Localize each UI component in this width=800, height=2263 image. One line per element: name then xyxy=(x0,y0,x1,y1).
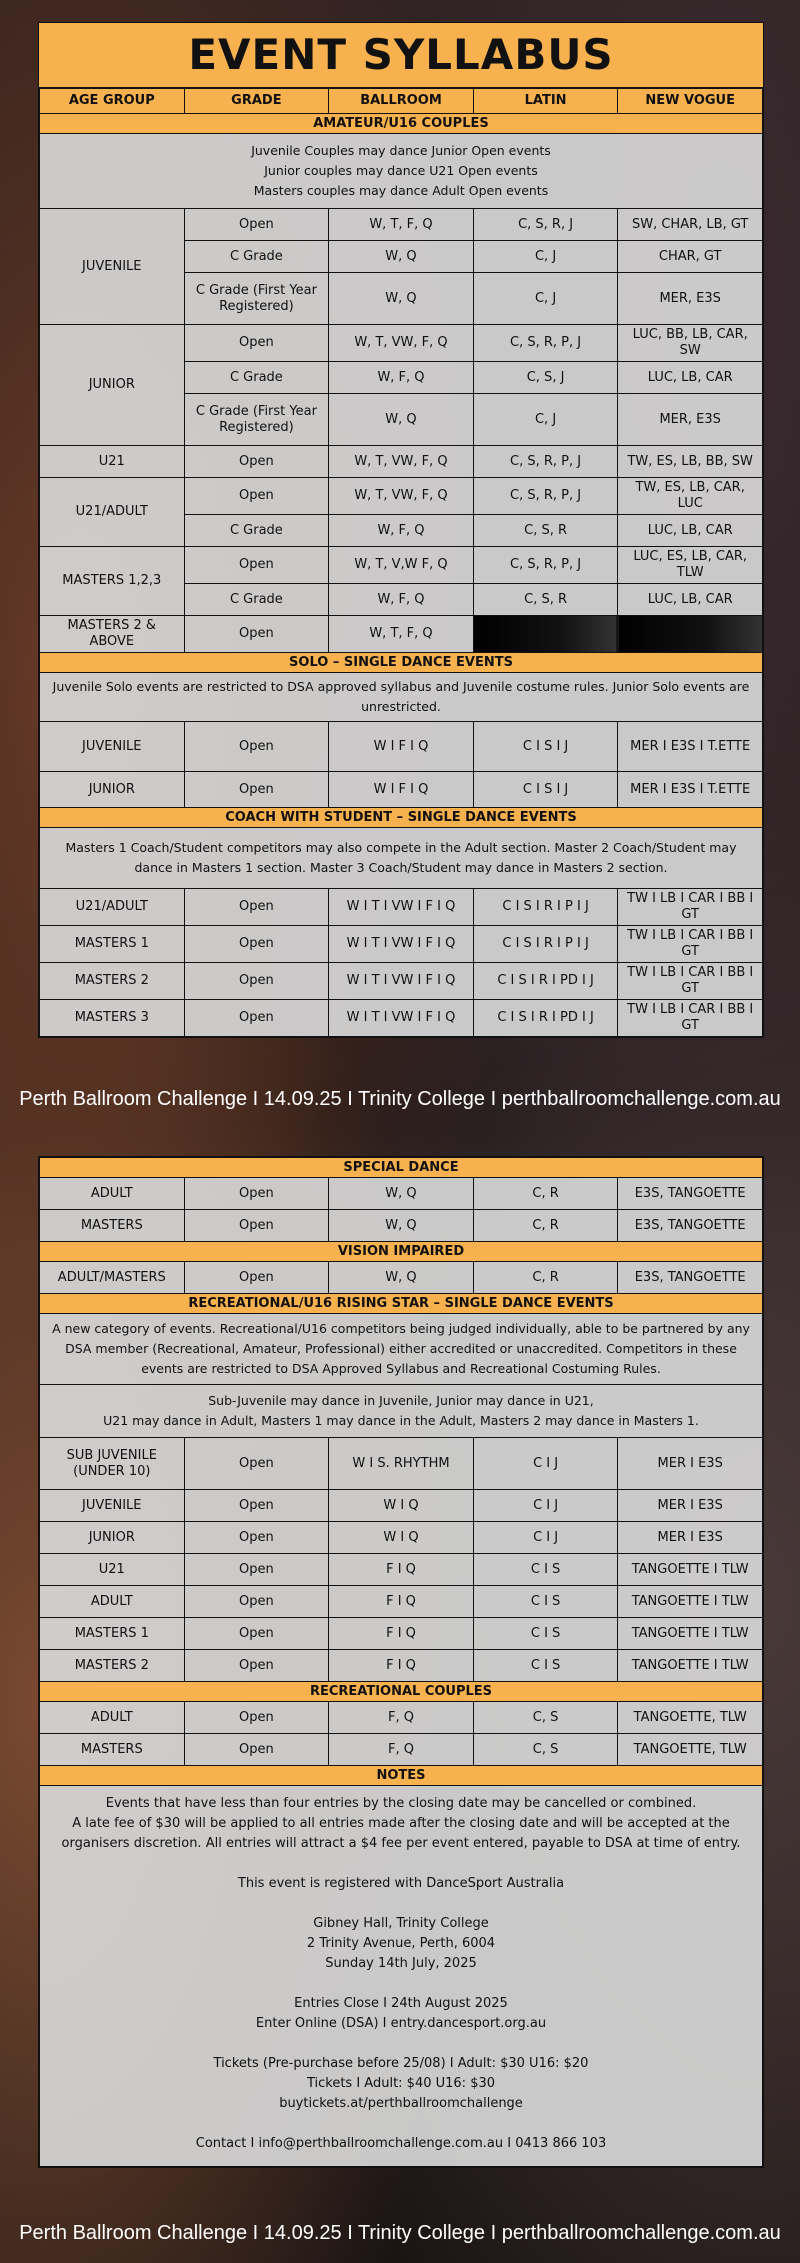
ballroom-cell: F, Q xyxy=(329,1734,474,1766)
notes-row xyxy=(40,1786,763,2167)
latin-cell: C, S, R, P, J xyxy=(473,446,618,478)
grade-cell: Open xyxy=(184,1210,329,1242)
age-group-cell: ADULT xyxy=(40,1178,185,1210)
section-heading xyxy=(40,653,763,673)
new-vogue-cell: E3S, TANGOETTE xyxy=(618,1210,763,1242)
grade-cell: Open xyxy=(184,1438,329,1490)
grade-cell: C Grade xyxy=(184,362,329,394)
amateur-note-line: Junior couples may dance U21 Open events xyxy=(264,163,538,178)
age-group-cell: JUVENILE xyxy=(40,209,185,325)
age-group-cell: JUNIOR xyxy=(40,772,185,808)
grade-cell: Open xyxy=(184,963,329,1000)
footer-text: Perth Ballroom Challenge I 14.09.25 I Trinity College I perthballroomchallenge.com.au xyxy=(19,2222,781,2244)
grade-cell: Open xyxy=(184,547,329,584)
age-group-cell: MASTERS 2 xyxy=(40,1650,185,1682)
latin-cell: C, S xyxy=(473,1734,618,1766)
new-vogue-cell: TW I LB I CAR I BB I GT xyxy=(618,1000,763,1037)
latin-cell: C, S, J xyxy=(473,362,618,394)
grade-cell: C Grade xyxy=(184,584,329,616)
grade-cell: Open xyxy=(184,1522,329,1554)
grade-cell: Open xyxy=(184,1554,329,1586)
ballroom-cell: W, F, Q xyxy=(329,362,474,394)
col-ballroom: BALLROOM xyxy=(329,89,474,114)
age-group-cell: U21/ADULT xyxy=(40,889,185,926)
latin-cell: C I S xyxy=(473,1586,618,1618)
table-row xyxy=(40,1650,763,1682)
table-row xyxy=(40,1522,763,1554)
grade-cell: Open xyxy=(184,1178,329,1210)
ballroom-cell: W, Q xyxy=(329,241,474,273)
special-heading: SPECIAL DANCE xyxy=(40,1158,763,1178)
age-group-cell: MASTERS 2 & ABOVE xyxy=(40,616,185,653)
latin-cell: C I S I J xyxy=(473,722,618,772)
rising-note-line: Sub-Juvenile may dance in Juvenile, Junior may dance in U21, xyxy=(208,1393,594,1408)
coach-note-row xyxy=(40,828,763,889)
table-row xyxy=(40,1734,763,1766)
ballroom-cell: W, T, V,W F, Q xyxy=(329,547,474,584)
latin-cell: C, S, R, J xyxy=(473,209,618,241)
page-title: EVENT SYLLABUS xyxy=(39,23,763,88)
rec-couples-heading: RECREATIONAL COUPLES xyxy=(40,1682,763,1702)
notes-body xyxy=(40,1786,763,2167)
ballroom-cell: W I F I Q xyxy=(329,772,474,808)
latin-cell: C I J xyxy=(473,1490,618,1522)
table-row xyxy=(40,1438,763,1490)
latin-cell: C, J xyxy=(473,394,618,446)
age-group-cell: SUB JUVENILE (UNDER 10) xyxy=(40,1438,185,1490)
address-line: 2 Trinity Avenue, Perth, 6004 xyxy=(306,1936,496,1951)
vision-heading: VISION IMPAIRED xyxy=(40,1242,763,1262)
grade-cell: Open xyxy=(184,616,329,653)
grade-cell: Open xyxy=(184,1586,329,1618)
notes-line: Events that have less than four entries by the closing date may be cancelled or combined. xyxy=(105,1796,697,1811)
section-heading xyxy=(40,808,763,828)
latin-cell: C, S, R, P, J xyxy=(473,478,618,515)
ballroom-cell: W, T, VW, F, Q xyxy=(329,325,474,362)
grade-cell: C Grade (First Year Registered) xyxy=(184,394,329,446)
new-vogue-cell: LUC, LB, CAR xyxy=(618,584,763,616)
notes-line: This event is registered with DanceSport Australia xyxy=(237,1876,565,1891)
latin-cell: C I S xyxy=(473,1650,618,1682)
section-heading xyxy=(40,1682,763,1702)
table-row xyxy=(40,1000,763,1037)
ballroom-cell: F I Q xyxy=(329,1618,474,1650)
table-row xyxy=(40,209,763,241)
new-vogue-cell: TW, ES, LB, CAR, LUC xyxy=(618,478,763,515)
syllabus-panel-2 xyxy=(38,1156,764,2168)
col-latin: LATIN xyxy=(473,89,618,114)
new-vogue-cell: MER, E3S xyxy=(618,394,763,446)
new-vogue-cell: E3S, TANGOETTE xyxy=(618,1262,763,1294)
syllabus-panel-1 xyxy=(38,22,764,1038)
grade-cell: Open xyxy=(184,1262,329,1294)
coach-note: Masters 1 Coach/Student competitors may also compete in the Adult section. Master 2 Coach/Student may dance in Masters 1 section. Master 3 Coach/Student may dance in Masters 2 section. xyxy=(40,828,763,889)
age-group-cell: MASTERS 1 xyxy=(40,926,185,963)
age-group-cell: MASTERS xyxy=(40,1734,185,1766)
new-vogue-cell: MER I E3S xyxy=(618,1522,763,1554)
table-row xyxy=(40,1554,763,1586)
syllabus-table-1 xyxy=(39,88,763,1037)
solo-heading: SOLO – SINGLE DANCE EVENTS xyxy=(40,653,763,673)
grade-cell: Open xyxy=(184,1618,329,1650)
latin-cell: C I J xyxy=(473,1438,618,1490)
ballroom-cell: W I F I Q xyxy=(329,722,474,772)
ballroom-cell: W, T, F, Q xyxy=(329,209,474,241)
grade-cell: C Grade (First Year Registered) xyxy=(184,273,329,325)
new-vogue-cell: TANGOETTE I TLW xyxy=(618,1618,763,1650)
ballroom-cell: W, Q xyxy=(329,394,474,446)
grade-cell: Open xyxy=(184,209,329,241)
new-vogue-cell: TANGOETTE I TLW xyxy=(618,1650,763,1682)
ballroom-cell: F, Q xyxy=(329,1702,474,1734)
age-group-cell: MASTERS xyxy=(40,1210,185,1242)
ballroom-cell: W, F, Q xyxy=(329,584,474,616)
age-group-cell: MASTERS 1 xyxy=(40,1618,185,1650)
latin-cell: C I J xyxy=(473,1522,618,1554)
table-row xyxy=(40,1618,763,1650)
new-vogue-cell: MER I E3S xyxy=(618,1490,763,1522)
new-vogue-cell: TANGOETTE I TLW xyxy=(618,1586,763,1618)
ballroom-cell: W I Q xyxy=(329,1490,474,1522)
age-group-cell: MASTERS 1,2,3 xyxy=(40,547,185,616)
latin-cell: C I S I R I PD I J xyxy=(473,1000,618,1037)
solo-note-row xyxy=(40,673,763,722)
coach-heading: COACH WITH STUDENT – SINGLE DANCE EVENTS xyxy=(40,808,763,828)
grade-cell: C Grade xyxy=(184,241,329,273)
table-row xyxy=(40,963,763,1000)
solo-note: Juvenile Solo events are restricted to DSA approved syllabus and Juvenile costume rules. Junior Solo events are unrestricted. xyxy=(40,673,763,722)
footer-text: Perth Ballroom Challenge I 14.09.25 I Trinity College I perthballroomchallenge.com.au xyxy=(19,1088,781,1110)
new-vogue-cell: MER, E3S xyxy=(618,273,763,325)
section-heading xyxy=(40,1766,763,1786)
table-row xyxy=(40,547,763,584)
new-vogue-cell: MER I E3S I T.ETTE xyxy=(618,772,763,808)
latin-cell: C, R xyxy=(473,1210,618,1242)
grade-cell: Open xyxy=(184,1702,329,1734)
latin-cell: C, R xyxy=(473,1262,618,1294)
latin-cell: C I S I R I P I J xyxy=(473,926,618,963)
ballroom-cell: W, Q xyxy=(329,1262,474,1294)
ballroom-cell: W I S. RHYTHM xyxy=(329,1438,474,1490)
new-vogue-cell: TANGOETTE, TLW xyxy=(618,1702,763,1734)
date-line: Sunday 14th July, 2025 xyxy=(325,1956,477,1971)
table-row xyxy=(40,1490,763,1522)
table-row xyxy=(40,889,763,926)
table-row xyxy=(40,325,763,362)
new-vogue-cell: TANGOETTE I TLW xyxy=(618,1554,763,1586)
latin-cell: C, S, R xyxy=(473,584,618,616)
latin-cell: C, R xyxy=(473,1178,618,1210)
col-age-group: AGE GROUP xyxy=(40,89,185,114)
grade-cell: Open xyxy=(184,1650,329,1682)
notes-line: A late fee of $30 will be applied to all entries made after the closing date and will be accepted at the organisers discretion. All entries will attract a $4 fee per event entered, payable to DSA at time of entry. xyxy=(61,1816,741,1851)
section-heading xyxy=(40,114,763,134)
col-grade: GRADE xyxy=(184,89,329,114)
new-vogue-cell: TANGOETTE, TLW xyxy=(618,1734,763,1766)
ballroom-cell: F I Q xyxy=(329,1586,474,1618)
age-group-cell: MASTERS 3 xyxy=(40,1000,185,1037)
section-heading xyxy=(40,1294,763,1314)
section-heading xyxy=(40,1242,763,1262)
table-row xyxy=(40,1586,763,1618)
latin-cell: C, S, R, P, J xyxy=(473,547,618,584)
grade-cell: Open xyxy=(184,889,329,926)
latin-cell: C I S I R I P I J xyxy=(473,889,618,926)
ballroom-cell: F I Q xyxy=(329,1650,474,1682)
age-group-cell: JUNIOR xyxy=(40,325,185,446)
table-row xyxy=(40,1178,763,1210)
table-row xyxy=(40,478,763,515)
table-row xyxy=(40,722,763,772)
tickets-line: Tickets I Adult: $40 U16: $30 xyxy=(306,2076,496,2091)
ballroom-cell: F I Q xyxy=(329,1554,474,1586)
age-group-cell: JUVENILE xyxy=(40,1490,185,1522)
new-vogue-cell: TW I LB I CAR I BB I GT xyxy=(618,926,763,963)
age-group-cell: U21 xyxy=(40,1554,185,1586)
tickets-link[interactable]: buytickets.at/perthballroomchallenge xyxy=(279,2096,523,2111)
ballroom-cell: W I Q xyxy=(329,1522,474,1554)
rising-heading: RECREATIONAL/U16 RISING STAR – SINGLE DANCE EVENTS xyxy=(40,1294,763,1314)
new-vogue-cell: E3S, TANGOETTE xyxy=(618,1178,763,1210)
age-group-cell: JUNIOR xyxy=(40,1522,185,1554)
tickets-presale-line: Tickets (Pre-purchase before 25/08) I Adult: $30 U16: $20 xyxy=(213,2056,589,2071)
grade-cell: Open xyxy=(184,772,329,808)
table-row xyxy=(40,1262,763,1294)
notes-heading: NOTES xyxy=(40,1766,763,1786)
new-vogue-cell: TW I LB I CAR I BB I GT xyxy=(618,889,763,926)
latin-cell: C I S xyxy=(473,1554,618,1586)
ballroom-cell: W I T I VW I F I Q xyxy=(329,926,474,963)
amateur-note xyxy=(40,134,763,209)
ballroom-cell: W, T, F, Q xyxy=(329,616,474,653)
latin-cell: C, S, R xyxy=(473,515,618,547)
grade-cell: Open xyxy=(184,1000,329,1037)
age-group-cell: U21/ADULT xyxy=(40,478,185,547)
table-row xyxy=(40,446,763,478)
new-vogue-cell: LUC, LB, CAR xyxy=(618,515,763,547)
latin-cell: C, S, R, P, J xyxy=(473,325,618,362)
ballroom-cell: W, F, Q xyxy=(329,515,474,547)
amateur-note-line: Juvenile Couples may dance Junior Open events xyxy=(251,143,551,158)
ballroom-cell: W, Q xyxy=(329,1178,474,1210)
section-heading xyxy=(40,1158,763,1178)
ballroom-cell: W I T I VW I F I Q xyxy=(329,889,474,926)
new-vogue-cell: LUC, LB, CAR xyxy=(618,362,763,394)
table-row xyxy=(40,1702,763,1734)
age-group-cell: ADULT xyxy=(40,1586,185,1618)
latin-cell: C I S I R I PD I J xyxy=(473,963,618,1000)
new-vogue-cell: TW, ES, LB, BB, SW xyxy=(618,446,763,478)
grade-cell: C Grade xyxy=(184,515,329,547)
grade-cell: Open xyxy=(184,1490,329,1522)
new-vogue-cell: MER I E3S xyxy=(618,1438,763,1490)
new-vogue-cell: SW, CHAR, LB, GT xyxy=(618,209,763,241)
latin-cell: C I S xyxy=(473,1618,618,1650)
ballroom-cell: W, Q xyxy=(329,273,474,325)
syllabus-table-2 xyxy=(39,1157,763,2167)
amateur-note-row xyxy=(40,134,763,209)
latin-cell: C, J xyxy=(473,241,618,273)
empty-latin-cell xyxy=(473,616,618,653)
new-vogue-cell: CHAR, GT xyxy=(618,241,763,273)
contact-line: Contact I info@perthballroomchallenge.com.au I 0413 866 103 xyxy=(195,2136,607,2151)
entries-close-line: Entries Close I 24th August 2025 xyxy=(294,1996,508,2011)
grade-cell: Open xyxy=(184,722,329,772)
age-group-cell: ADULT/MASTERS xyxy=(40,1262,185,1294)
table-row xyxy=(40,926,763,963)
new-vogue-cell: LUC, BB, LB, CAR, SW xyxy=(618,325,763,362)
age-group-cell: U21 xyxy=(40,446,185,478)
grade-cell: Open xyxy=(184,446,329,478)
age-group-cell: MASTERS 2 xyxy=(40,963,185,1000)
age-group-cell: ADULT xyxy=(40,1702,185,1734)
rising-note-row xyxy=(40,1385,763,1438)
new-vogue-cell: TW I LB I CAR I BB I GT xyxy=(618,963,763,1000)
table-row xyxy=(40,616,763,653)
empty-new-vogue-cell xyxy=(618,616,763,653)
rising-note-line: U21 may dance in Adult, Masters 1 may dance in the Adult, Masters 2 may dance in Masters 1. xyxy=(103,1413,699,1428)
rising-note-2 xyxy=(40,1385,763,1438)
ballroom-cell: W I T I VW I F I Q xyxy=(329,1000,474,1037)
ballroom-cell: W, Q xyxy=(329,1210,474,1242)
latin-cell: C, S xyxy=(473,1702,618,1734)
ballroom-cell: W, T, VW, F, Q xyxy=(329,446,474,478)
venue-line: Gibney Hall, Trinity College xyxy=(313,1916,489,1931)
rising-note: A new category of events. Recreational/U16 competitors being judged individually, able to be partnered by any DSA member (Recreational, Amateur, Professional) either accredited or unaccredited. Competitors in these events are restricted to DSA Approved Syllabus and Recreational Costuming Rules. xyxy=(40,1314,763,1385)
grade-cell: Open xyxy=(184,926,329,963)
col-new-vogue: NEW VOGUE xyxy=(618,89,763,114)
latin-cell: C, J xyxy=(473,273,618,325)
amateur-heading: AMATEUR/U16 COUPLES xyxy=(40,114,763,134)
ballroom-cell: W I T I VW I F I Q xyxy=(329,963,474,1000)
table-row xyxy=(40,1210,763,1242)
latin-cell: C I S I J xyxy=(473,772,618,808)
enter-online-line: Enter Online (DSA) I entry.dancesport.org.au xyxy=(255,2016,547,2031)
grade-cell: Open xyxy=(184,1734,329,1766)
amateur-note-line: Masters couples may dance Adult Open events xyxy=(253,183,549,198)
rising-note-row xyxy=(40,1314,763,1385)
header-row xyxy=(40,89,763,114)
grade-cell: Open xyxy=(184,325,329,362)
ballroom-cell: W, T, VW, F, Q xyxy=(329,478,474,515)
age-group-cell: JUVENILE xyxy=(40,722,185,772)
new-vogue-cell: LUC, ES, LB, CAR, TLW xyxy=(618,547,763,584)
table-row xyxy=(40,772,763,808)
grade-cell: Open xyxy=(184,478,329,515)
new-vogue-cell: MER I E3S I T.ETTE xyxy=(618,722,763,772)
